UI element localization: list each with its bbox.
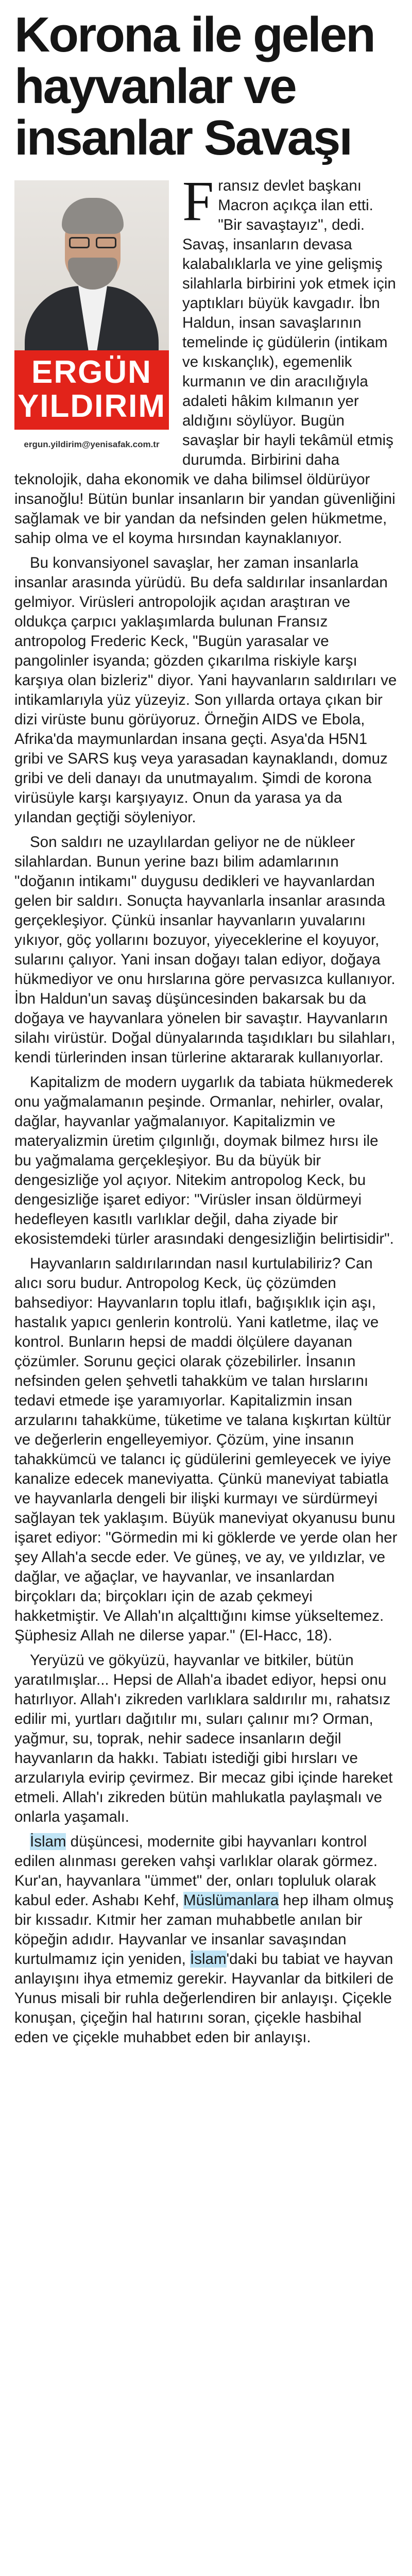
paragraph-1: Bu konvansiyonel savaşlar, her zaman insanlarla insanlar arasında yürüdü. Bu defa saldırılar insanlardan gelmiyor. Virüsleri antropolojik açıdan araştıran ve oldukça çarpıcı yaklaşımlarda bulunan Fransız antropolog Frederic Keck, "Bugün yarasalar ve pangolinler isyanda; gözden çıkarılma riskiyle karşı karşıya olan bizleriz" diyor. Yani hayvanların saldırıları ve intikamlarıyla yüz yüzeyiz. Son yıllarda ortaya çıkan bir dizi virüste bunu görüyoruz. Örneğin AIDS ve Ebola, Afrika'da maymunlardan insana geçti. Asya'da H5N1 gribi ve SARS kuş veya yarasadan kaynaklandı, domuz gribi ve deli danayı da unutmayalım. Şimdi de korona virüsüyle karşı karşıyayız. Onun da yarasa ya da yılandan geçtiği söyleniyor. [14, 554, 397, 826]
author-box [14, 180, 169, 456]
paragraph-6-part-1: düşüncesi, modernite gibi hayvanları kontrol edilen alınması gereken vahşi varlıklar olarak görmez. Kur'an, hayvanlara "ümmet" der, onları topluluk olarak kabul eder. Ashabı Kehf, [14, 1833, 378, 1909]
author-name-band [14, 350, 169, 430]
paragraph-3: Kapitalizm de modern uygarlık da tabiata hükmederek onu yağmalamanın peşinde. Ormanlar, nehirler, ovalar, dağlar, hayvanlar yağmalanıyor. Kapitalizmin ve materyalizmin üretim çılgınlığı, doymak bilmez hırsı ile bu yağmalama gerçekleşiyor. Bu da büyük bir dengesizliğe yol açıyor. Nitekim antropolog Keck, bu dengesizliğe işaret ediyor: "Virüsler insan öldürmeyi hedefleyen kasıtlı varlıklar değil, daha ziyade bir ekosistemdeki türler arasındaki dengesizliğin belirtisidir". [14, 1074, 394, 1247]
author-last-name: YILDIRIM [17, 388, 166, 424]
paragraph-4: Hayvanların saldırılarından nasıl kurtulabiliriz? Can alıcı soru budur. Antropolog Keck, üç çözümden bahsediyor: Hayvanların toplu itlafı, bağışıklık için aşı, hastalık yapıcı genlerin kontrolü. Yani katletme, ilaç ve kontrol. Bunların hepsi de maddi ölçülere dayanan çözümler. Sorunu geçici olarak çözebilirler. İnsanın nefsinden gelen şehvetli tahakküm ve talan hırslarını tedavi etmede işe yaramıyorlar. Kapitalizmin insan arzularını tahakküme, tüketime ve talana kışkırtan kültür ve değerlerin engelleyemiyor. Çözüm, yine insanın tahakkümcü ve talancı iç güdülerini gemleyecek ve iyiye kanalize edecek maneviyatta. Çünkü maneviyat tabiatla ve hayvanlarla dengeli bir ilişki kurmayı ve sürdürmeyi sağlayan tek yaklaşım. Büyük maneviyat okyanusu bunu işaret ediyor: "Görmedin mi ki göklerde ve yerde olan her şey Allah'a secde eder. Ve güneş, ve ay, ve yıldızlar, ve dağlar, ve ağaçlar, ve hayvanlar, ve insanlardan birçokları da; birçokları için de azab çekmeyi hakketmiştir. Ve Allah'ın alçalttığını kimse yükseltemez. Şüphesiz Allah ne dilerse yapar." (El-Hacc, 18). [14, 1255, 398, 1644]
paragraph-6-part-3: 'daki bu tabiat ve hayvan anlayışını ihya etmemiz gerekir. Hayvanlar da bitkileri de Yunus misali bir ruhla değerlendiren bir anlayışı. Çiçekle konuşan, çiçeğin hal hatırını soran, çiçekle hasbihal eden ve çiçekle muhabbet eden bir anlayışı. [14, 1951, 394, 2046]
lead-text: ransız devlet başkanı Macron açıkça ilan etti. "Bir savaştayız", dedi. Savaş, insanların devasa kalabalıklarla ve yine gelişmiş silahlarla birbirini yok etmek için yaptıkları büyük kavgadır. İbn Haldun, insan savaşlarının temelinde iç güdülerin (intikam ve kıskançlık), egemenlik kurmanın ve din aracılığıyla adaleti hâkim kılmanın yer aldığını söylüyor. Bugün savaşlar bir hayli tekâmül etmiş durumda. Birbirini daha teknolojik, daha ekonomik ve daha bilimsel öldürüyor insanoğlu! Bütün bunlar insanların bir yandan güvenliğini sağlamak ve bir yandan da nefsinden gelen hükmetme, sahip olma ve el koyma hırsından kaynaklanıyor. [14, 177, 396, 547]
author-first-name: ERGÜN [31, 354, 152, 390]
headline-line-2: hayvanlar ve [14, 59, 296, 114]
highlight-islam-1: İslam [30, 1833, 66, 1850]
paragraph-2: Son saldırı ne uzaylılardan geliyor ne de nükleer silahlardan. Bunun yerine bazı bilim adamlarının "doğanın intikamı" duygusu dedikleri ve hayvanlardan gelen bir saldırı. Sonuçta hayvanlarla insanlar arasında gerçekleşiyor. Çünkü insanlar hayvanların yuvalarını yıkıyor, göç yollarını bozuyor, yiyeceklerine el koyuyor, sularını çalıyor. Yani insan doğayı talan ediyor, doğaya hükmediyor ve onu hırslarına göre pervasızca kullanıyor. İbn Haldun'un savaş düşüncesinden bakarsak bu da doğaya ve hayvanlara yönelen bir savaştır. Hayvanların silahı virüstür. Doğal dünyalarında taşıdıkları bu silahları, kendi türlerinden insan türlerine aktararak kullanıyorlar. [14, 834, 396, 1066]
headline-line-3: insanlar Savaşı [14, 110, 352, 165]
article-body [14, 170, 398, 2047]
author-photo [14, 180, 169, 350]
paragraph-5: Yeryüzü ve gökyüzü, hayvanlar ve bitkiler, bütün yaratılmışlar... Hepsi de Allah'a ibadet ediyor, hepsi onu hatırlıyor. Allah'ı zikreden varlıklara saldırılır mı, rahatsız edilir mi, yurtları dağıtılır mı, suları çalınır mı? Orman, yağmur, su, toprak, nehir sadece insanların değil hayvanların da hakkı. Tabiatı istediği gibi hırsları ve arzularıyla evirip çevirmez. Bir mecaz gibi içinde hareket etmeli. Allah'ı zikreden bütün mahlukatla paylaşmalı ve onlarla yaşamalı. [14, 1652, 393, 1825]
paragraph-6-part-2: hep ilham olmuş bir kıssadır. Kıtmir her zaman muhabbetle anılan bir köpeğin adıdır. Hayvanlar ve insanlar savaşından kurtulmamız için yeniden, [14, 1892, 394, 1968]
article-headline [14, 9, 398, 164]
highlight-islam-2: İslam [190, 1951, 227, 1968]
paragraph-6 [14, 1832, 398, 2047]
highlight-muslumanlara: Müslümanlara [183, 1892, 279, 1909]
drop-cap: F [182, 170, 214, 232]
author-email: ergun.yildirim@yenisafak.com.tr [24, 439, 160, 449]
headline-line-1: Korona ile gelen [14, 7, 374, 62]
